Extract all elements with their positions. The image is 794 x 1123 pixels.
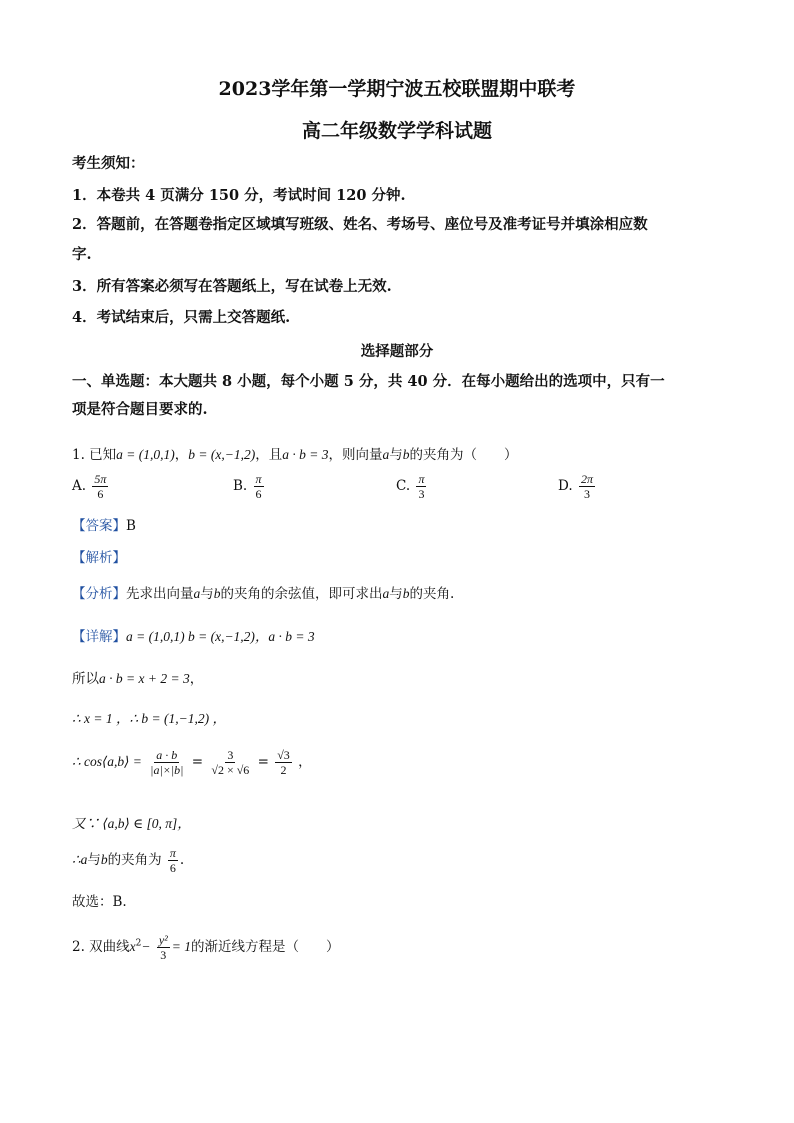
q1-answer bbox=[72, 514, 136, 534]
q2-eq-one: = 1 bbox=[171, 939, 192, 954]
q1-option-c bbox=[396, 472, 428, 501]
q1-step-5 bbox=[72, 846, 184, 875]
q1-vector-a: a = (1,0,1) bbox=[116, 447, 175, 462]
q1-option-a bbox=[72, 472, 110, 501]
result-fraction: $\frac{√3}{2}$ bbox=[277, 748, 290, 777]
section-title: 选择题部分 bbox=[360, 343, 434, 360]
notice-item-4: 4．考试结束后，只需上交答题纸. bbox=[72, 309, 291, 326]
notice-item-1: 1．本卷共 4 页满分 150 分，考试时间 120 分钟. bbox=[72, 187, 406, 204]
q2-minus: − bbox=[141, 939, 151, 954]
q1-a: a bbox=[382, 447, 390, 462]
q2-stem-prefix: 2. 双曲线 bbox=[72, 939, 130, 955]
fenxi-a: a bbox=[193, 586, 201, 601]
fenxi-with: 与 bbox=[389, 586, 403, 602]
option-fraction: $\frac{2\pi}{3}$ bbox=[580, 472, 593, 501]
step-text: ， bbox=[298, 754, 312, 770]
fenxi-text: 的夹角. bbox=[409, 586, 455, 602]
step-text: . bbox=[179, 852, 185, 868]
q1-stem-mid: ，则向量 bbox=[328, 447, 383, 463]
fenxi-with: 与 bbox=[200, 586, 214, 602]
section-intro-cont: 项是符合题目要求的. bbox=[72, 401, 208, 418]
notice-item-3: 3．所有答案必须写在答题纸上，写在试卷上无效. bbox=[72, 278, 392, 295]
q1-xiangjie bbox=[72, 625, 315, 645]
fenxi-a: a bbox=[382, 586, 390, 601]
exam-title: 2023学年第一学期宁波五校联盟期中联考 bbox=[218, 78, 576, 100]
analysis-tag: 【解析】 bbox=[72, 550, 126, 566]
angle-fraction: $\frac{\pi}{6}$ bbox=[169, 846, 176, 875]
step-math: = bbox=[257, 754, 269, 770]
option-label: A. bbox=[72, 478, 87, 494]
fenxi-tag: 【分析】 bbox=[72, 586, 126, 602]
notice-item-2-cont: 字. bbox=[72, 246, 92, 263]
fenxi-b: b bbox=[402, 586, 410, 601]
exam-subtitle: 高二年级数学学科试题 bbox=[301, 120, 492, 142]
fenxi-text: 先求出向量 bbox=[126, 586, 194, 602]
q2-stem bbox=[72, 933, 340, 962]
xiangjie-vectors: a = (1,0,1) b = (x,−1,2) bbox=[126, 629, 255, 644]
option-fraction: $\frac{5\pi}{6}$ bbox=[94, 472, 107, 501]
step-math: ∴ bbox=[72, 852, 81, 867]
q1-step-3 bbox=[72, 748, 312, 777]
step-text: 所以 bbox=[72, 671, 99, 687]
q1-sep-and: ，且 bbox=[255, 447, 283, 463]
step-text: ， bbox=[189, 671, 204, 687]
q2-stem-end: 的渐近线方程是（ ） bbox=[191, 939, 340, 955]
option-fraction: $\frac{\pi}{3}$ bbox=[418, 472, 425, 501]
option-fraction: $\frac{\pi}{6}$ bbox=[255, 472, 262, 501]
fenxi-b: b bbox=[213, 586, 221, 601]
step-math: ∴ cos⟨a,b⟩ = bbox=[72, 754, 142, 769]
step-a: a bbox=[80, 852, 88, 867]
fenxi-text: 的夹角的余弦值，即可求出 bbox=[220, 586, 383, 602]
xiangjie-dot: ，a · b = 3 bbox=[254, 629, 315, 644]
q1-fenxi bbox=[72, 582, 454, 602]
step-b: b bbox=[100, 852, 108, 867]
notice-heading: 考生须知： bbox=[72, 155, 145, 172]
q1-stem bbox=[72, 443, 517, 463]
q1-vector-b: b = (x,−1,2) bbox=[188, 447, 256, 462]
answer-value: B bbox=[126, 518, 136, 534]
q1-step-2: ∴ x = 1 ，∴ b = (1,−1,2) ， bbox=[72, 711, 226, 726]
q1-stem-end: 的夹角为（ ） bbox=[409, 447, 518, 463]
q1-b: b bbox=[402, 447, 410, 462]
step-math: a · b = x + 2 = 3 bbox=[99, 671, 190, 686]
q2-x-exp: 2 bbox=[135, 938, 142, 949]
q1-stem-prefix: 1. 已知 bbox=[72, 447, 117, 463]
q1-option-d bbox=[558, 472, 597, 501]
q1-step-1 bbox=[72, 667, 203, 687]
q2-x: x bbox=[129, 939, 136, 954]
section-intro: 一、单选题：本大题共 8 小题，每个小题 5 分，共 40 分．在每小题给出的选项中，只有一 bbox=[72, 373, 665, 390]
xiangjie-tag: 【详解】 bbox=[72, 629, 126, 645]
value-fraction: $\frac{3}{√2 \times √6}$ bbox=[211, 748, 250, 777]
answer-tag: 【答案】 bbox=[72, 518, 126, 534]
q1-option-b bbox=[233, 472, 266, 501]
q1-with: 与 bbox=[389, 447, 403, 463]
step-with: 与 bbox=[87, 852, 101, 868]
q1-sep: ， bbox=[174, 447, 189, 463]
option-label: C. bbox=[396, 478, 411, 494]
option-label: B. bbox=[233, 478, 248, 494]
q1-choose: 故选：B. bbox=[72, 894, 127, 910]
step-text: 的夹角为 bbox=[107, 852, 162, 868]
q1-step-4: 又∵ ⟨a,b⟩ ∈ [0, π]， bbox=[72, 816, 191, 831]
option-label: D. bbox=[558, 478, 573, 494]
notice-item-2: 2．答题前，在答题卷指定区域填写班级、姓名、考场号、座位号及准考证号并填涂相应数 bbox=[72, 216, 648, 233]
q1-dot-product: a · b = 3 bbox=[282, 447, 329, 462]
cos-fraction: $\frac{a \cdot b}{|a|\times|b|}$ bbox=[150, 748, 184, 777]
step-math: = bbox=[191, 754, 204, 770]
q2-fraction: $\frac{\text{y²}}{3}$ bbox=[158, 933, 168, 962]
